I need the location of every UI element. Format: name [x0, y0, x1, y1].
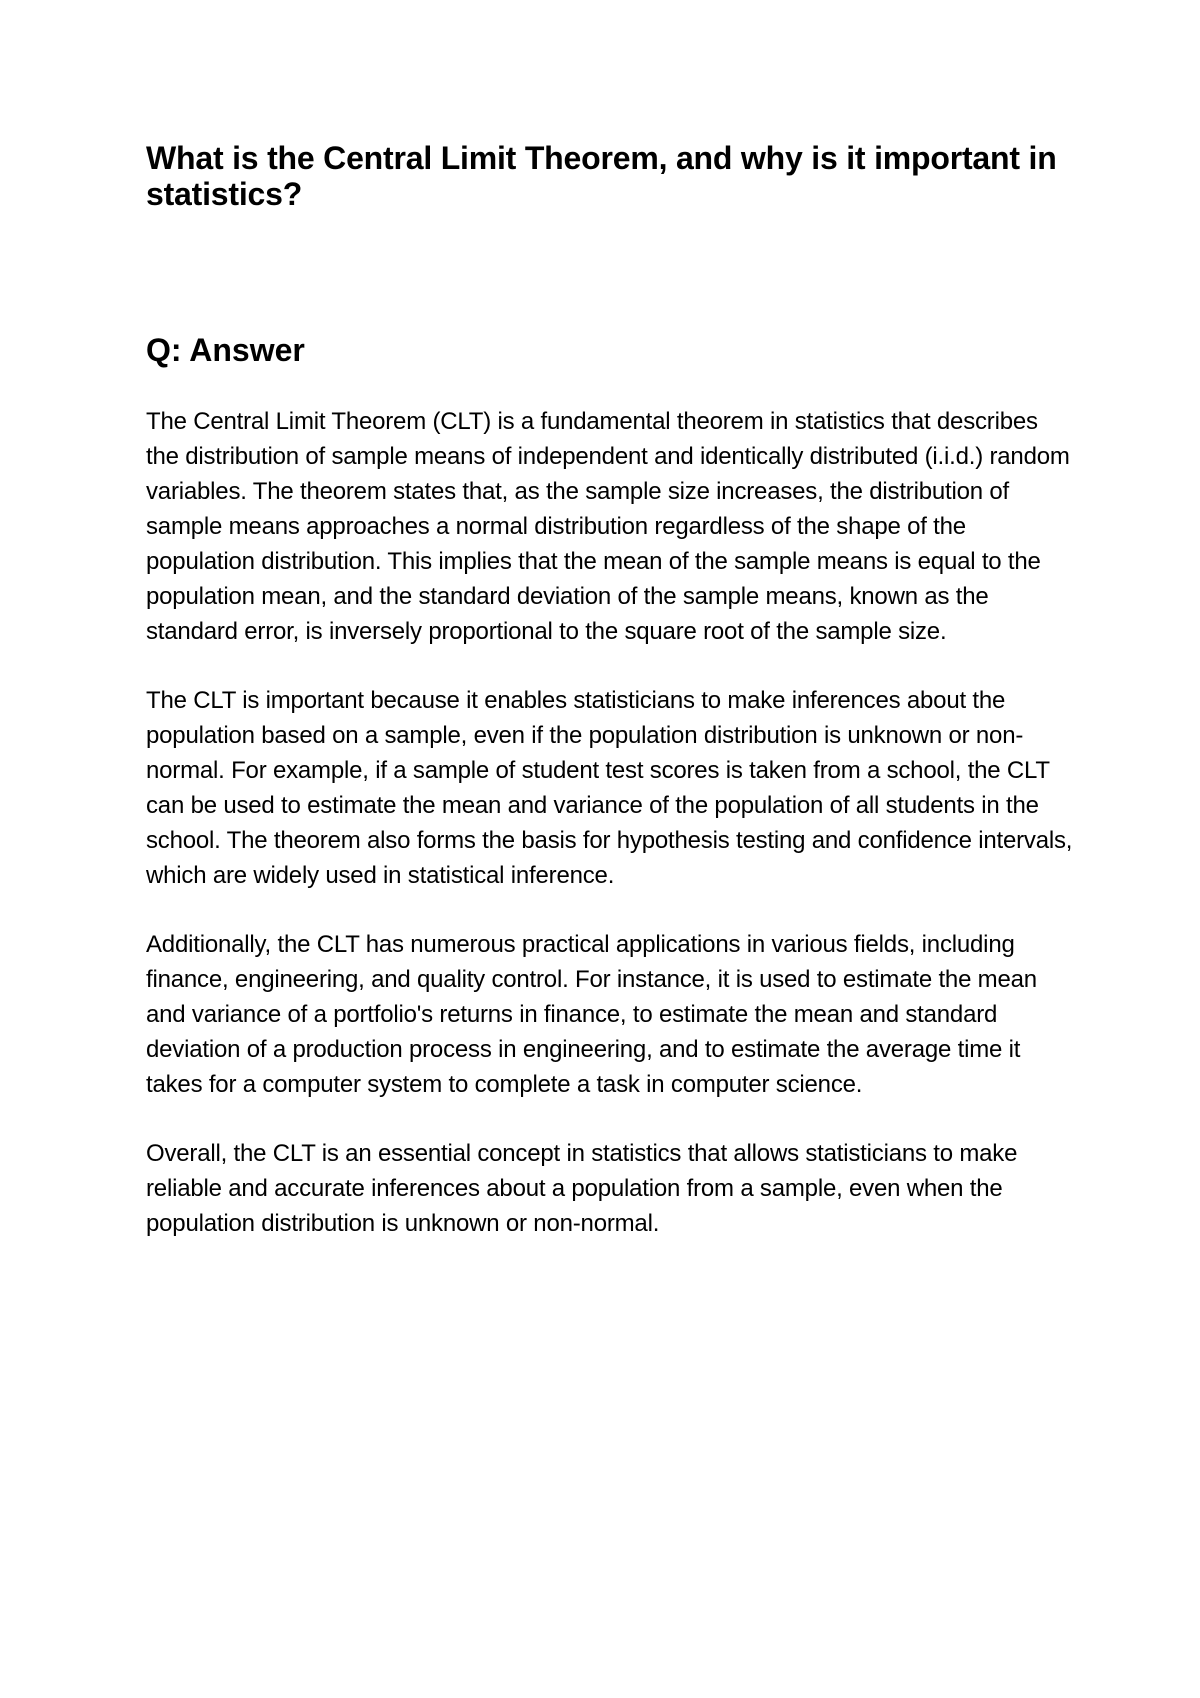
answer-paragraph-3: Additionally, the CLT has numerous practical applications in various fields, including finance, engineering, and quality control. For instance, it is used to estimate the mean and variance of a portfolio's returns in finance, to estimate the mean and standard deviation of a production process in engineering, and to estimate the average time it takes for a computer system to complete a task in computer science.: [146, 931, 1037, 1098]
answer-paragraph-1: The Central Limit Theorem (CLT) is a fundamental theorem in statistics that describes the distribution of sample means of independent and identically distributed (i.i.d.) random variables. The theorem states that, as the sample size increases, the distribution of sample means approaches a normal distribution regardless of the shape of the population distribution. This implies that the mean of the sample means is equal to the population mean, and the standard deviation of the sample means, known as the standard error, is inversely proportional to the square root of the sample size.: [146, 408, 1070, 645]
answer-paragraph-4: Overall, the CLT is an essential concept in statistics that allows statisticians to make reliable and accurate inferences about a population from a sample, even when the population distribution is unknown or non-normal.: [146, 1140, 1018, 1237]
answer-paragraph-2: The CLT is important because it enables statisticians to make inferences about the population based on a sample, even if the population distribution is unknown or non-normal. For example, if a sample of student test scores is taken from a school, the CLT can be used to estimate the mean and variance of the population of all students in the school. The theorem also forms the basis for hypothesis testing and confidence intervals, which are widely used in statistical inference.: [146, 687, 1073, 889]
answer-heading: Q: Answer: [146, 332, 305, 368]
answer-body: [146, 404, 1076, 1241]
document-content: [146, 140, 1076, 1275]
question-title: What is the Central Limit Theorem, and why is it important in statistics?: [146, 140, 1057, 212]
